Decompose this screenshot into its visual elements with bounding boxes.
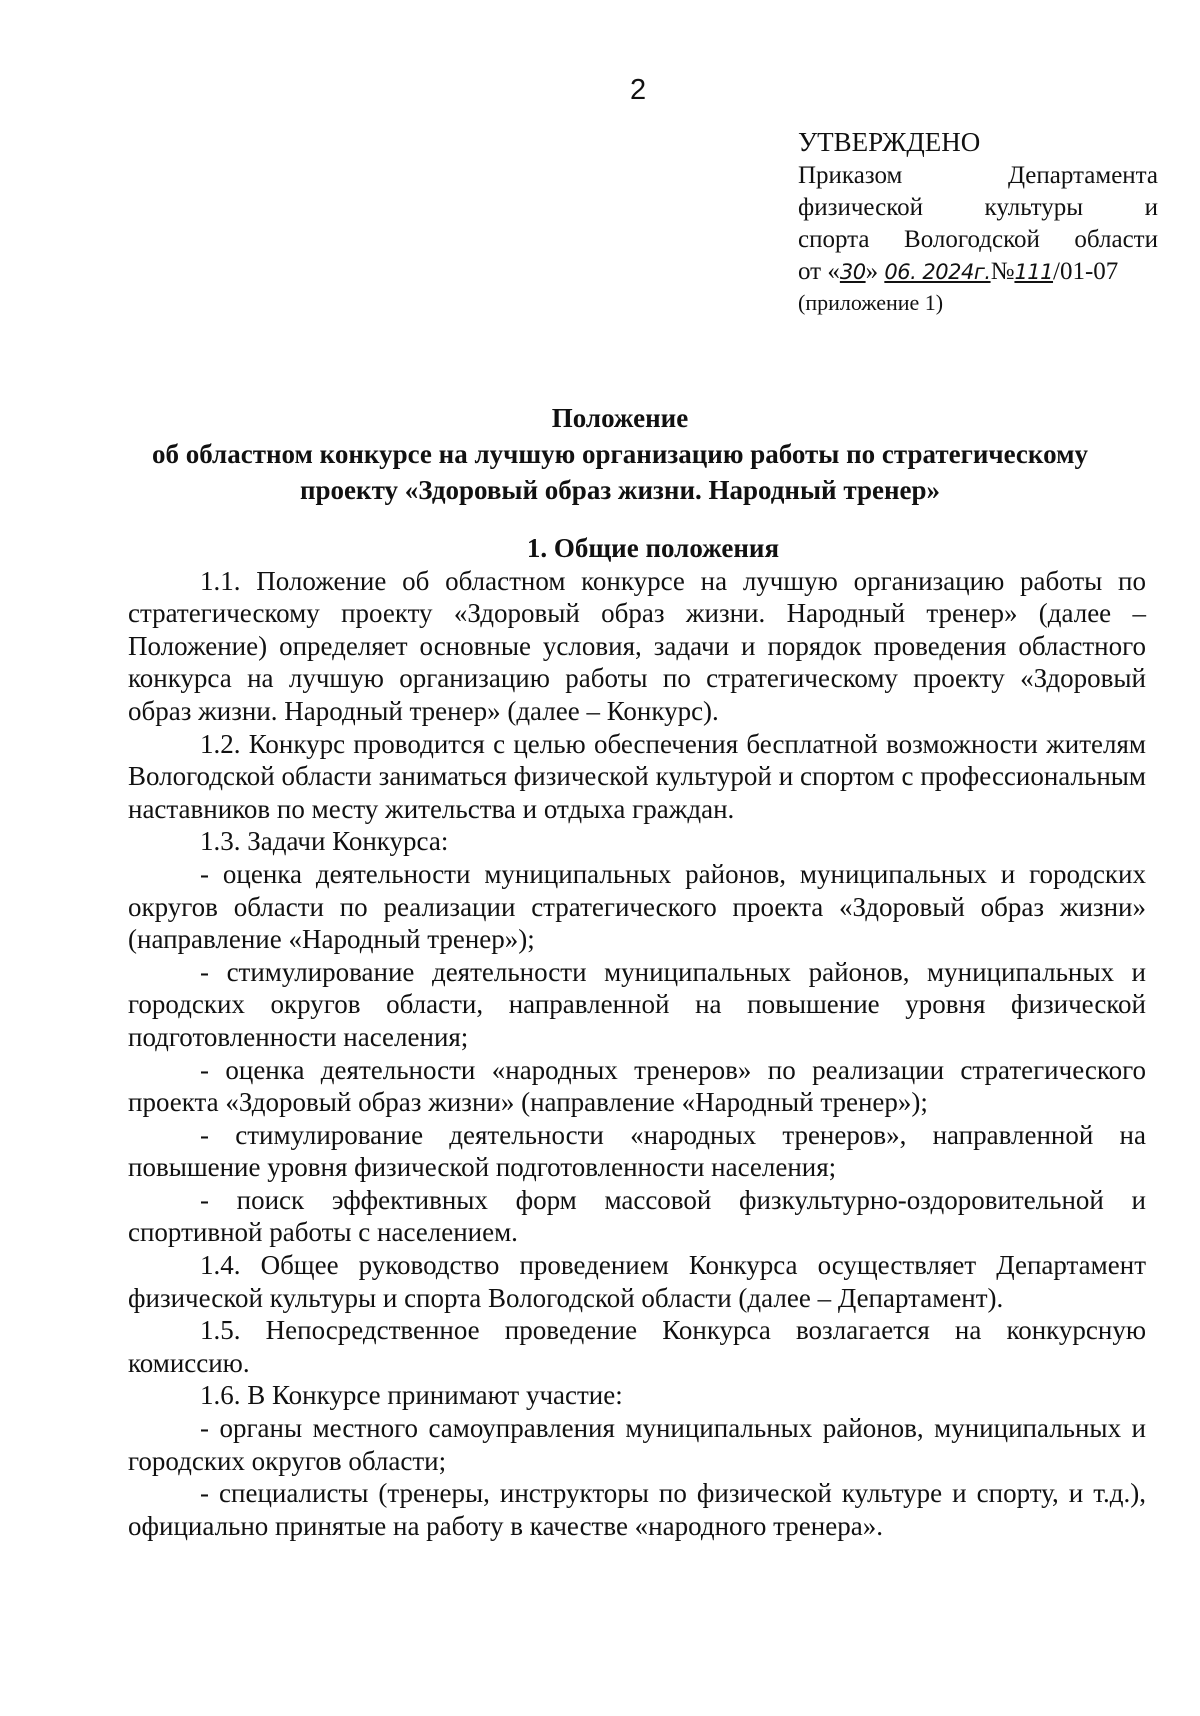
approval-date-line (798, 256, 1158, 288)
approval-line-3: спорта Вологодской области (798, 226, 1158, 253)
approval-line-1: Приказом Департамента (798, 162, 1158, 189)
page-number: 2 (630, 74, 647, 106)
participant-item-2: - специалисты (тренеры, инструкторы по физической культуре и спорту, и т.д.), официально принятые на работу в качестве «народного тренера». (128, 1478, 1146, 1541)
date-mid: » (865, 258, 885, 285)
order-number-suffix: /01-07 (1053, 258, 1119, 285)
approval-line-2: физической культуры и (798, 194, 1158, 221)
participant-item-1: - органы местного самоуправления муниципальных районов, муниципальных и городских округов области; (128, 1413, 1146, 1476)
document-title (120, 400, 1120, 508)
date-prefix: от « (798, 258, 840, 285)
document-body (128, 532, 1146, 1542)
handwritten-order-number: 111 (1014, 260, 1054, 284)
document-title-line-1: Положение (551, 403, 689, 433)
task-item-4: - стимулирование деятельности «народных тренеров», направленной на повышение уровня физической подготовленности населения; (128, 1119, 1146, 1183)
section-title: 1. Общие положения (526, 533, 780, 563)
paragraph-1-3: 1.3. Задачи Конкурса: (200, 826, 449, 857)
task-item-3: - оценка деятельности «народных тренеров» по реализации стратегического проекта «Здоровый образ жизни» (направление «Народный тренер»); (128, 1054, 1146, 1118)
handwritten-month-year: 06. 2024г. (884, 260, 991, 284)
approval-title: УТВЕРЖДЕНО (798, 127, 981, 157)
order-number-label: № (990, 258, 1015, 285)
document-title-line-2: об областном конкурсе на лучшую организацию работы по стратегическому (151, 439, 1088, 469)
paragraph-1-1: 1.1. Положение об областном конкурсе на лучшую организацию работы по стратегическому проекту «Здоровый образ жизни. Народный тренер» (далее – Положение) определяет основные условия, задачи и порядок проведения областного конкурса на лучшую организацию работы по стратегическому проекту «Здоровый образ жизни. Народный тренер» (далее – Конкурс). (128, 565, 1146, 726)
paragraph-1-2: 1.2. Конкурс проводится с целью обеспечения бесплатной возможности жителям Вологодской области заниматься физической культурой и спортом с профессиональным наставников по месту жительства и отдыха граждан. (128, 728, 1146, 824)
task-item-2: - стимулирование деятельности муниципальных районов, муниципальных и городских округов области, направленной на повышение уровня физической подготовленности населения; (128, 956, 1146, 1052)
task-item-5: - поиск эффективных форм массовой физкультурно-оздоровительной и спортивной работы с населением. (128, 1184, 1146, 1248)
approval-stamp-block (798, 124, 1158, 318)
paragraph-1-4: 1.4. Общее руководство проведением Конкурса осуществляет Департамент физической культуры и спорта Вологодской области (далее – Департамент). (128, 1250, 1146, 1313)
document-title-line-3: проекту «Здоровый образ жизни. Народный тренер» (299, 475, 941, 505)
task-item-1: - оценка деятельности муниципальных районов, муниципальных и городских округов области по реализации стратегического проекта «Здоровый образ жизни» (направление «Народный тренер»); (128, 858, 1146, 955)
approval-note: (приложение 1) (798, 290, 944, 315)
paragraph-1-5: 1.5. Непосредственное проведение Конкурса возлагается на конкурсную комиссию. (128, 1315, 1146, 1378)
handwritten-day: 30 (839, 260, 866, 284)
paragraph-1-6: 1.6. В Конкурсе принимают участие: (200, 1380, 623, 1411)
